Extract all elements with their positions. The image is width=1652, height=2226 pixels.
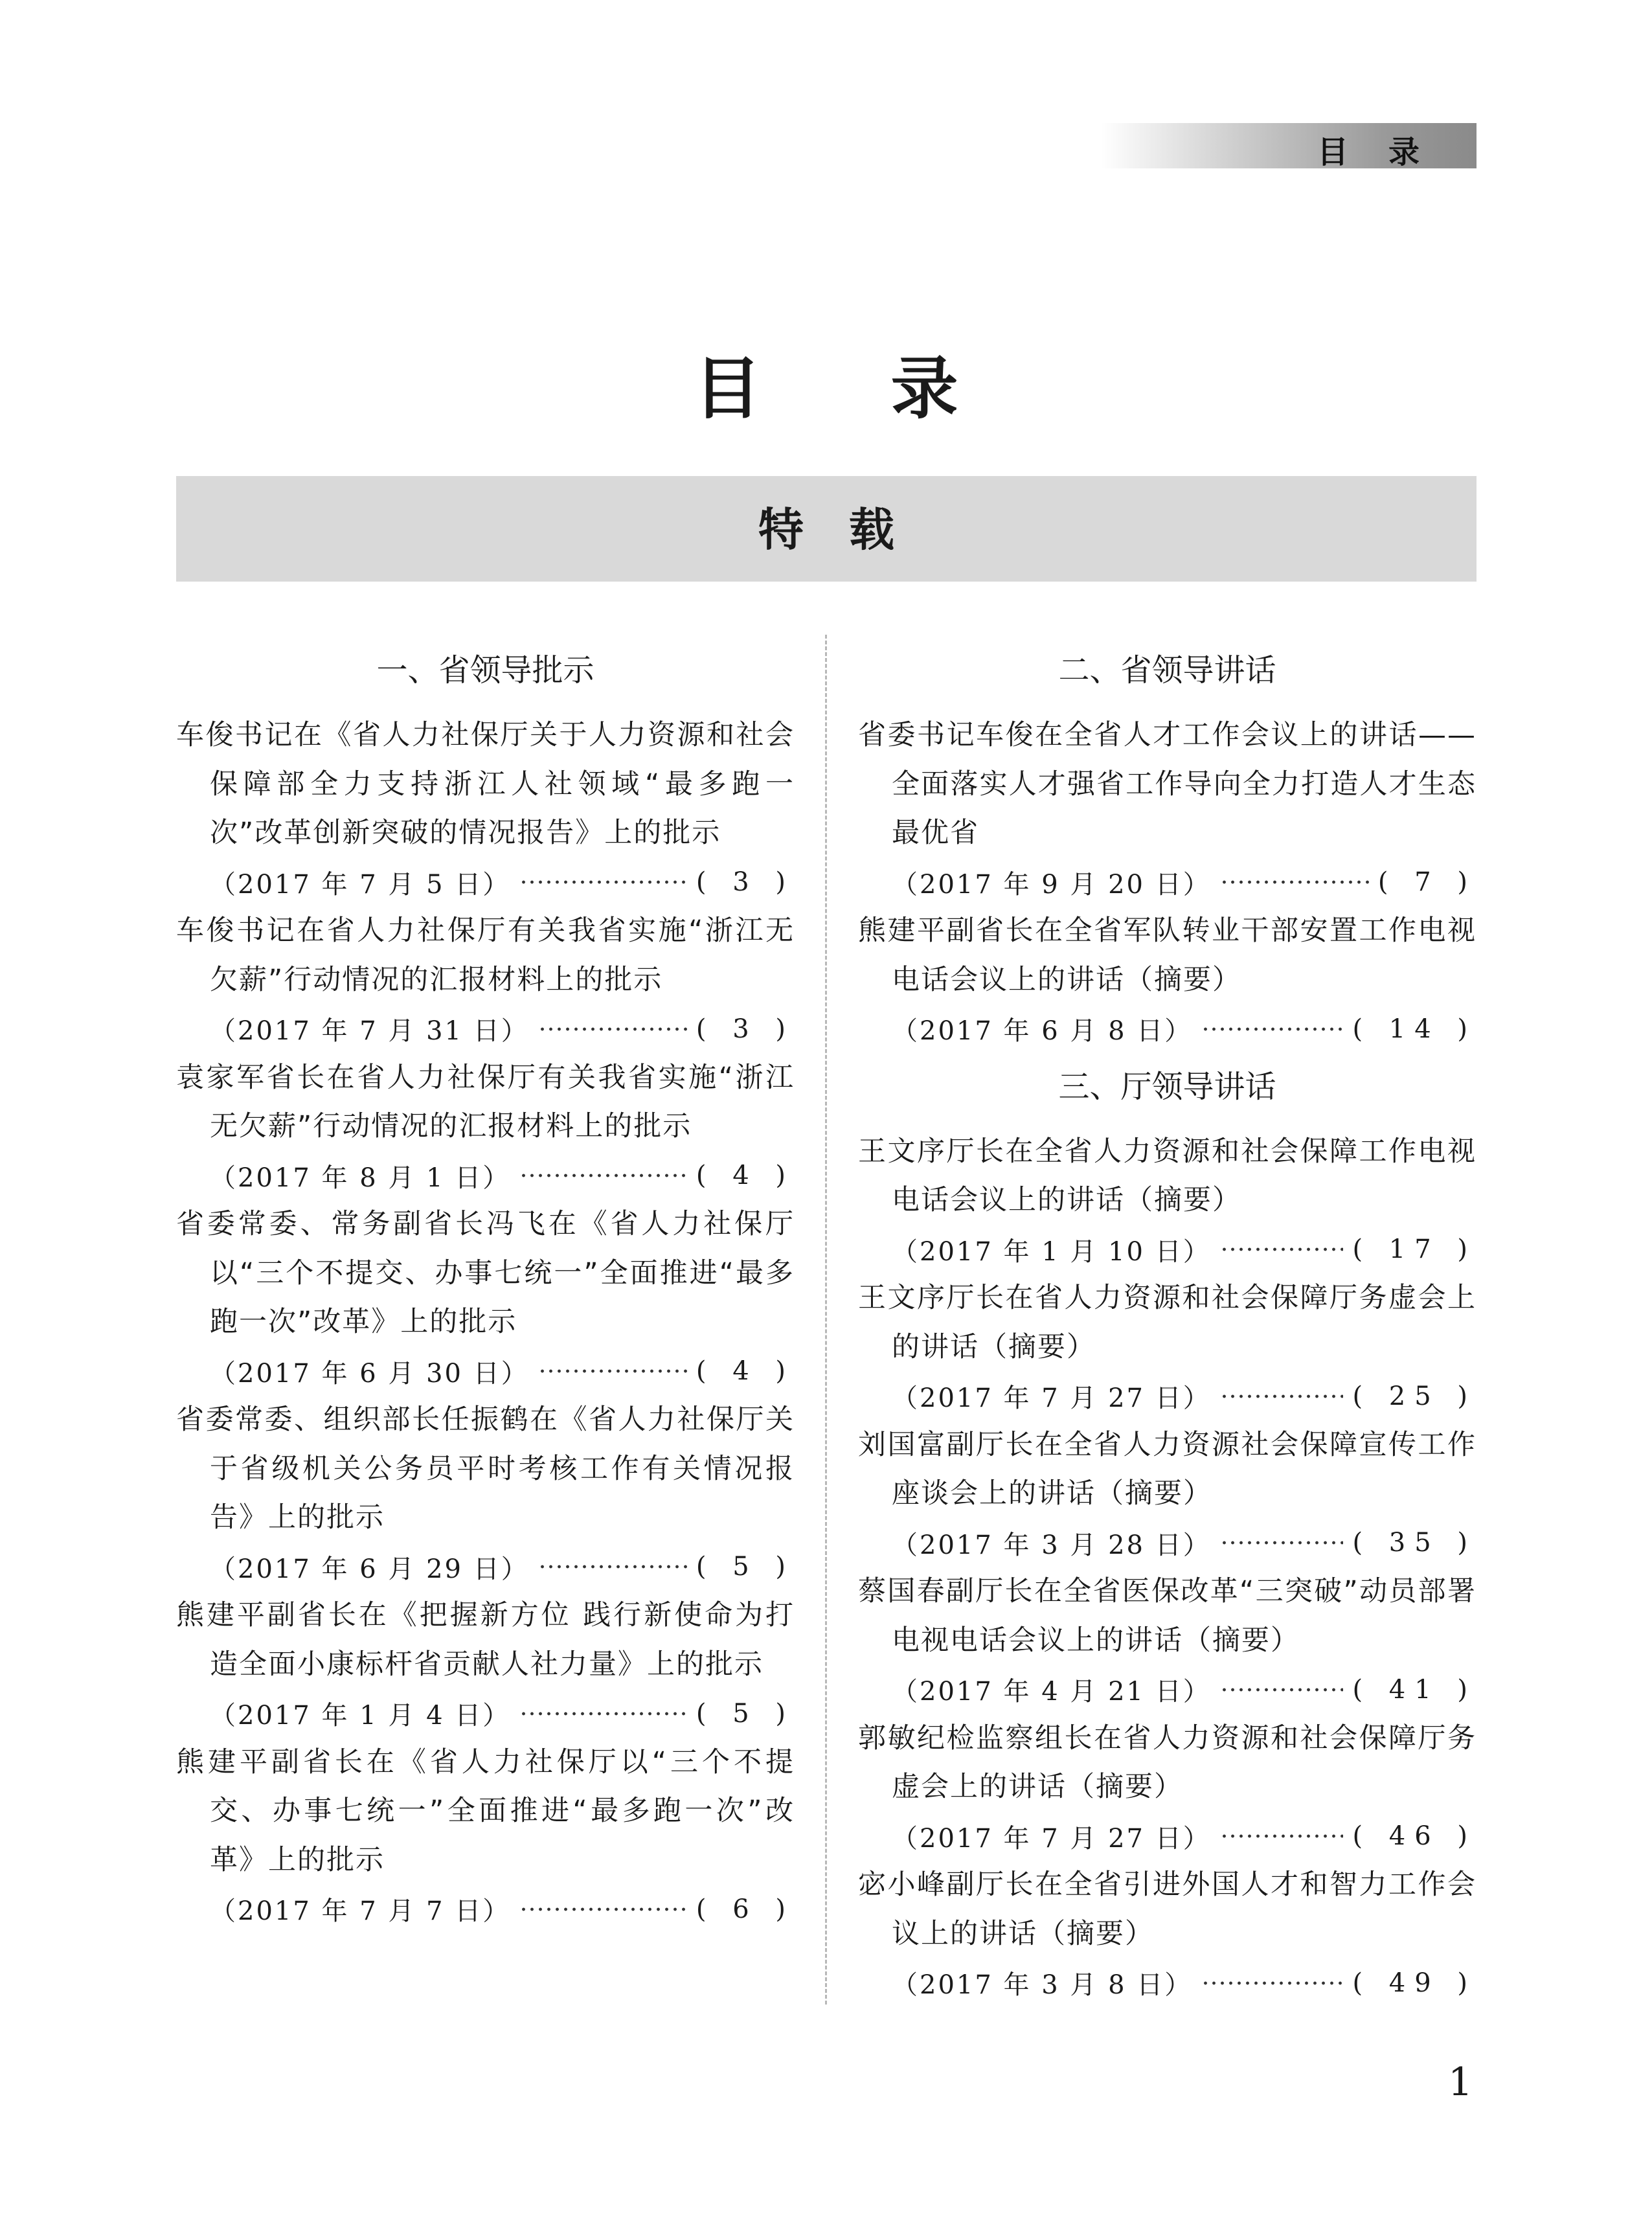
toc-entry-date: （2017 年 3 月 8 日） (892, 1970, 1193, 2001)
toc-entry-date: （2017 年 7 月 27 日） (892, 1823, 1211, 1854)
toc-entry-title: 省委书记车俊在全省人才工作会议上的讲话——全面落实人才强省工作导向全力打造人才生态最优省 (858, 719, 1477, 849)
toc-entry-title: 宓小峰副厅长在全省引进外国人才和智力工作会议上的讲话（摘要） (858, 1868, 1477, 1950)
toc-entry[interactable] (176, 1054, 795, 1201)
toc-entry-date-line (176, 1885, 795, 1934)
running-header-label: 目录 (1317, 134, 1460, 170)
section-heading: 一、省领导批示 (376, 652, 594, 688)
left-column (176, 641, 795, 1934)
toc-entry-page: ( 46 ) (1352, 1821, 1477, 1852)
leader-dots (1220, 1688, 1344, 1692)
toc-entry-page: ( 4 ) (696, 1161, 795, 1191)
right-column (858, 641, 1477, 2008)
leader-dots (1220, 880, 1369, 884)
toc-entry-date: （2017 年 1 月 10 日） (892, 1236, 1211, 1267)
toc-entry-page: ( 6 ) (696, 1894, 795, 1924)
toc-entry-title: 熊建平副省长在《省人力社保厅以“三个不提交、办事七统一”全面推进“最多跑一次”改革》上的批示 (176, 1745, 795, 1876)
toc-entry-title: 车俊书记在《省人力社保厅关于人力资源和社会保障部全力支持浙江人社领域“最多跑一次”改革创新突破的情况报告》上的批示 (176, 719, 795, 849)
toc-entry-date: （2017 年 7 月 27 日） (892, 1383, 1211, 1414)
toc-entry-title: 省委常委、组织部长任振鹤在《省人力社保厅关于省级机关公务员平时考核工作有关情况报告》上的批示 (176, 1403, 795, 1534)
toc-entry-date: （2017 年 7 月 7 日） (210, 1896, 511, 1927)
toc-entry[interactable] (858, 711, 1477, 907)
page-number: 1 (1448, 2060, 1473, 2105)
leader-dots (1220, 1541, 1344, 1545)
toc-entry-date: （2017 年 4 月 21 日） (892, 1677, 1211, 1707)
toc-entry-page: ( 7 ) (1377, 867, 1477, 898)
toc-entry-title: 省委常委、常务副省长冯飞在《省人力社保厅以“三个不提交、办事七统一”全面推进“最多跑一次”改革》上的批示 (176, 1208, 795, 1338)
section-banner (176, 476, 1477, 582)
toc-entry-page: ( 17 ) (1352, 1234, 1477, 1265)
page-title: 目录 (694, 349, 1088, 428)
toc-list (858, 1128, 1477, 2008)
toc-entry-date: （2017 年 3 月 28 日） (892, 1530, 1211, 1560)
toc-entry[interactable] (176, 711, 795, 907)
section-banner-label: 特载 (758, 503, 940, 556)
toc-entry-page: ( 49 ) (1352, 1968, 1477, 1998)
leader-dots (1201, 1981, 1343, 1985)
toc-entry[interactable] (858, 907, 1477, 1054)
toc-entry[interactable] (858, 1128, 1477, 1275)
toc-entry-date-line (858, 1005, 1477, 1054)
toc-entry[interactable] (176, 1396, 795, 1591)
toc-entry[interactable] (176, 1591, 795, 1738)
toc-entry-date: （2017 年 7 月 31 日） (210, 1016, 529, 1047)
toc-list (858, 711, 1477, 1054)
toc-entry[interactable] (858, 1274, 1477, 1421)
toc-entry-page: ( 3 ) (696, 867, 795, 898)
leader-dots (538, 1369, 687, 1373)
toc-entry-date-line (858, 1225, 1477, 1275)
toc-entry[interactable] (858, 1861, 1477, 2008)
toc-entry-date-line (858, 1372, 1477, 1421)
toc-entry-page: ( 25 ) (1352, 1381, 1477, 1411)
toc-entry-date-line (858, 1665, 1477, 1714)
toc-entry[interactable] (176, 1738, 795, 1934)
leader-dots (519, 1712, 687, 1716)
toc-entry-page: ( 5 ) (696, 1552, 795, 1582)
leader-dots (1220, 1247, 1344, 1251)
leader-dots (519, 1174, 687, 1177)
toc-entry-page: ( 35 ) (1352, 1528, 1477, 1558)
toc-entry-title: 蔡国春副厅长在全省医保改革“三突破”动员部署电视电话会议上的讲话（摘要） (858, 1575, 1477, 1657)
toc-entry-date: （2017 年 7 月 5 日） (210, 869, 511, 900)
toc-entry-page: ( 14 ) (1352, 1014, 1477, 1044)
toc-entry-title: 熊建平副省长在《把握新方位 践行新使命为打造全面小康标杆省贡献人社力量》上的批示 (176, 1599, 795, 1681)
leader-dots (1220, 1394, 1344, 1398)
toc-entry-date: （2017 年 6 月 8 日） (892, 1016, 1193, 1047)
leader-dots (538, 1027, 687, 1031)
toc-entry[interactable] (176, 907, 795, 1054)
leader-dots (519, 880, 687, 884)
toc-entry-date-line (858, 1519, 1477, 1568)
toc-entry[interactable] (858, 1714, 1477, 1861)
section-heading: 二、省领导讲话 (1058, 652, 1276, 688)
toc-entry-date: （2017 年 6 月 30 日） (210, 1358, 529, 1389)
toc-entry-date-line (858, 1959, 1477, 2008)
toc-entry-title: 袁家军省长在省人力社保厅有关我省实施“浙江无欠薪”行动情况的汇报材料上的批示 (176, 1061, 795, 1142)
toc-entry-date-line (176, 1347, 795, 1396)
toc-entry-date-line (176, 1689, 795, 1738)
toc-entry-date-line (176, 1543, 795, 1592)
toc-entry-date-line (176, 1005, 795, 1054)
toc-entry[interactable] (176, 1200, 795, 1396)
toc-entry-title: 熊建平副省长在全省军队转业干部安置工作电视电话会议上的讲话（摘要） (858, 914, 1477, 996)
toc-entry-date: （2017 年 1 月 4 日） (210, 1701, 511, 1731)
toc-entry[interactable] (858, 1567, 1477, 1714)
leader-dots (1220, 1834, 1344, 1838)
toc-entry-title: 郭敏纪检监察组长在省人力资源和社会保障厅务虚会上的讲话（摘要） (858, 1721, 1477, 1803)
toc-entry-date: （2017 年 6 月 29 日） (210, 1554, 529, 1584)
leader-dots (538, 1565, 687, 1569)
toc-entry-title: 王文序厅长在省人力资源和社会保障厅务虚会上的讲话（摘要） (858, 1282, 1477, 1363)
toc-entry-date-line (858, 858, 1477, 907)
toc-entry-page: ( 3 ) (696, 1014, 795, 1044)
toc-entry[interactable] (858, 1421, 1477, 1568)
toc-entry-date-line (858, 1812, 1477, 1861)
toc-entry-page: ( 41 ) (1352, 1674, 1477, 1705)
section-heading: 三、厅领导讲话 (1058, 1068, 1276, 1105)
toc-entry-title: 车俊书记在省人力社保厅有关我省实施“浙江无欠薪”行动情况的汇报材料上的批示 (176, 914, 795, 996)
toc-entry-date: （2017 年 8 月 1 日） (210, 1163, 511, 1193)
toc-entry-date-line (176, 858, 795, 907)
toc-entry-title: 刘国富副厅长在全省人力资源社会保障宣传工作座谈会上的讲话（摘要） (858, 1428, 1477, 1510)
toc-entry-title: 王文序厅长在全省人力资源和社会保障工作电视电话会议上的讲话（摘要） (858, 1135, 1477, 1216)
leader-dots (519, 1907, 687, 1911)
toc-entry-page: ( 5 ) (696, 1698, 795, 1729)
toc-entry-date: （2017 年 9 月 20 日） (892, 869, 1211, 900)
toc-list (176, 711, 795, 1934)
running-header-tab (1101, 123, 1477, 168)
toc-entry-date-line (176, 1152, 795, 1201)
toc-entry-page: ( 4 ) (696, 1356, 795, 1387)
leader-dots (1201, 1027, 1343, 1031)
column-divider (825, 635, 827, 2005)
